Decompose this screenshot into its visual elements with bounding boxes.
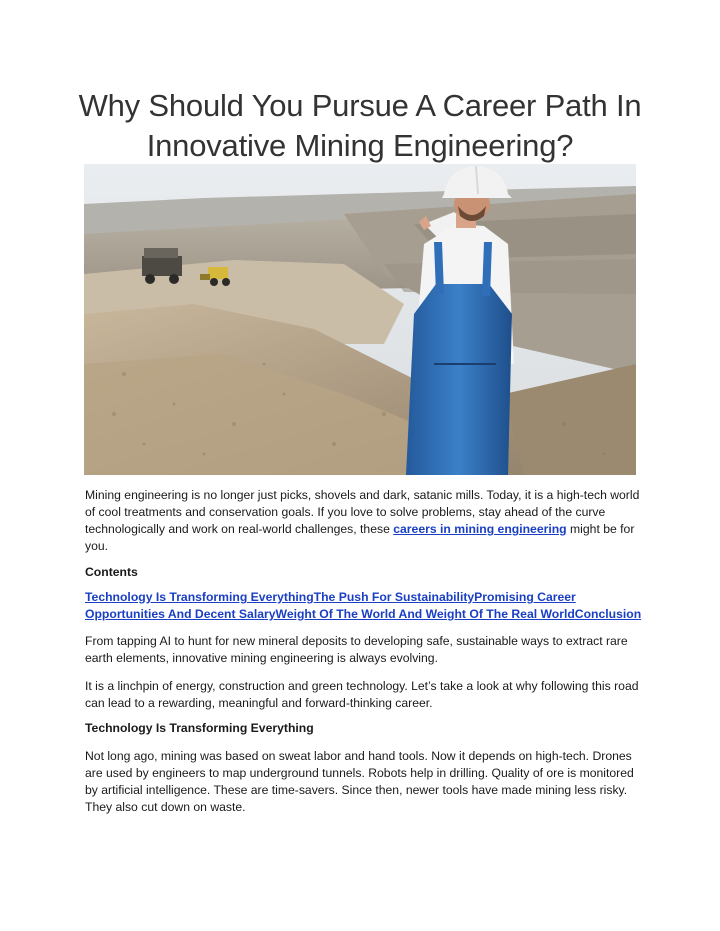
intro-paragraph bbox=[85, 487, 645, 555]
toc-link-technology[interactable]: Technology Is Transforming Everything bbox=[85, 590, 314, 604]
section-heading-technology: Technology Is Transforming Everything bbox=[85, 721, 314, 735]
title-line-2: Innovative Mining Engineering? bbox=[146, 128, 574, 163]
title-line-1: Why Should You Pursue A Career Path In bbox=[78, 88, 642, 123]
paragraph-linchpin: It is a linchpin of energy, construction and green technology. Let’s take a look at why following this road can lead to a rewarding, meaningful and forward-thinking career. bbox=[85, 679, 639, 710]
paragraph-ai-mineral-deposits: From tapping AI to hunt for new mineral deposits to developing safe, sustainable ways to extract rare earth elements, innovative mining engineering is always evolving. bbox=[85, 634, 628, 665]
intro-text-end: might be for you. bbox=[85, 522, 635, 553]
intro-text: Mining engineering is no longer just picks, shovels and dark, satanic mills. Today, it is a high-tech world of cool treatments and conservation goals. If you love to solve problems, stay ahead of the curve technologically and work on real-world challenges, these bbox=[85, 488, 640, 536]
toc-link-sustainability[interactable]: The Push For Sustainability bbox=[313, 590, 475, 604]
hero-image-mining-engineer bbox=[84, 164, 636, 475]
contents-heading: Contents bbox=[85, 565, 138, 579]
toc-link-conclusion[interactable]: Conclusion bbox=[574, 607, 642, 621]
careers-in-mining-engineering-link[interactable]: careers in mining engineering bbox=[393, 522, 567, 536]
toc-link-weight-of-the-world[interactable]: Weight Of The World And Weight Of The Real World bbox=[275, 607, 575, 621]
section-body-technology: Not long ago, mining was based on sweat labor and hand tools. Now it depends on high-tech. Drones are used by engineers to map underground tunnels. Robots help in drilling. Quality of ore is monitored by artificial intelligence. These are time-savers. Since then, newer tools have made mining less risky. They also cut down on waste. bbox=[85, 749, 634, 814]
toc-link-career-opportunities[interactable]: Promising Career Opportunities And Decent Salary bbox=[85, 590, 576, 621]
page-title bbox=[60, 86, 660, 166]
table-of-contents bbox=[85, 589, 645, 623]
